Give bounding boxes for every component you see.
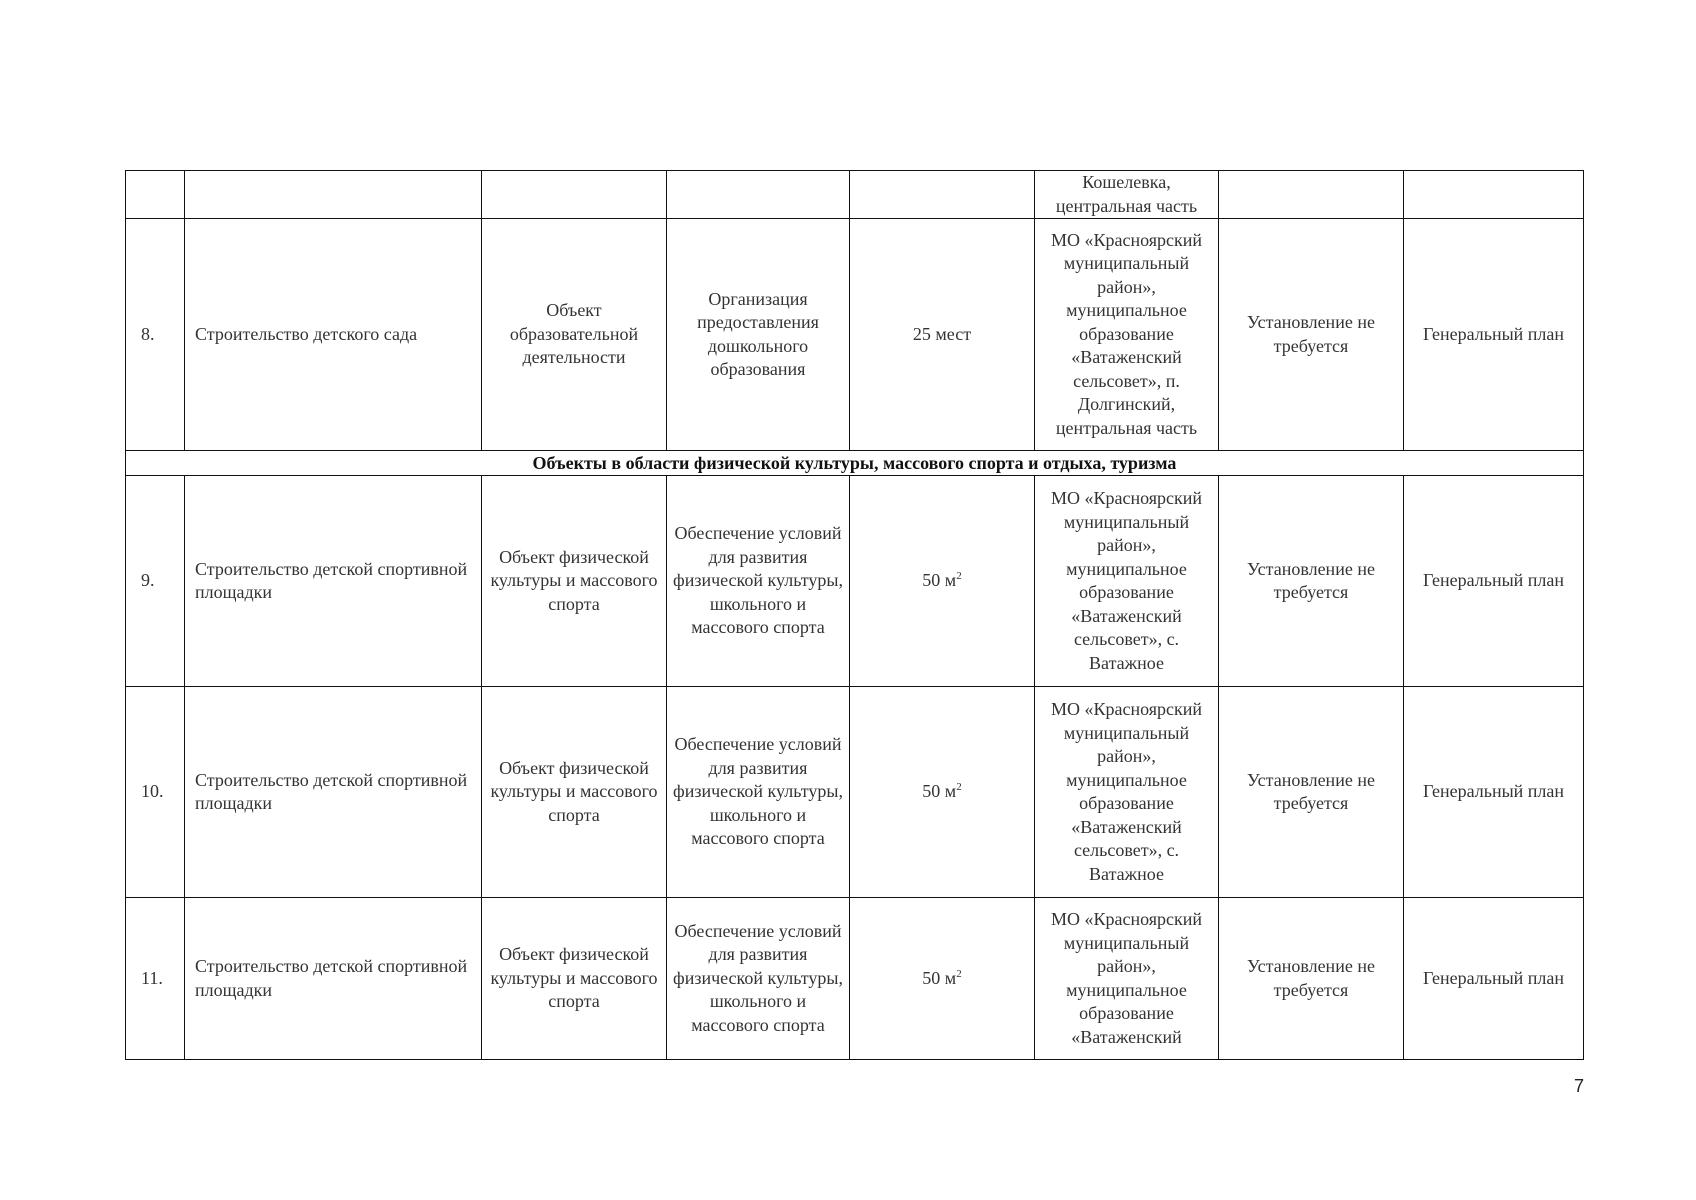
- row-purpose: Обеспечение условий для развития физической культуры, школьного и массового спорта: [667, 476, 850, 687]
- row-number: 11.: [126, 898, 185, 1060]
- table-row-continuation: [126, 171, 1584, 219]
- row-document: Генеральный план: [1404, 476, 1584, 687]
- row-name: Строительство детской спортивной площадки: [185, 898, 482, 1060]
- row-document: Генеральный план: [1404, 687, 1584, 898]
- row-document: Генеральный план: [1404, 898, 1584, 1060]
- row-location: МО «Красноярский муниципальный район», муниципальное образование «Ватаженский сельсовет», с. Ватажное: [1035, 476, 1219, 687]
- row-zone: Установление не требуется: [1219, 476, 1404, 687]
- row-number: 8.: [126, 219, 185, 451]
- row-name: Строительство детской спортивной площадки: [185, 476, 482, 687]
- row-number: 10.: [126, 687, 185, 898]
- table-row: [126, 219, 1584, 451]
- section-header-row: [126, 451, 1584, 476]
- table-row: [126, 898, 1584, 1060]
- capacity-value: 50 м: [922, 967, 957, 988]
- location-text: Кошелевка, центральная часть: [1055, 172, 1198, 216]
- number-cell: [126, 171, 185, 219]
- row-zone: Установление не требуется: [1219, 687, 1404, 898]
- row-object-type: Объект физической культуры и массового спорта: [482, 476, 667, 687]
- purpose-cell: [667, 171, 850, 219]
- page-number: 7: [1573, 1076, 1584, 1096]
- row-purpose: Обеспечение условий для развития физической культуры, школьного и массового спорта: [667, 898, 850, 1060]
- row-zone: Установление не требуется: [1219, 219, 1404, 451]
- row-object-type: Объект физической культуры и массового спорта: [482, 898, 667, 1060]
- row-purpose: Организация предоставления дошкольного образования: [667, 219, 850, 451]
- section-title: Объекты в области физической культуры, массового спорта и отдыха, туризма: [126, 451, 1584, 476]
- document-cell: [1404, 171, 1584, 219]
- row-location: МО «Красноярский муниципальный район», муниципальное образование «Ватаженский сельсовет», п. Долгинский, центральная часть: [1035, 219, 1219, 451]
- row-zone: Установление не требуется: [1219, 898, 1404, 1060]
- table-row: [126, 476, 1584, 687]
- capacity-cell: [850, 171, 1035, 219]
- capacity-value: 50 м: [922, 570, 957, 591]
- zone-cell: [1219, 171, 1404, 219]
- row-capacity: [850, 898, 1035, 1060]
- location-cell: [1035, 171, 1219, 219]
- capacity-unit-exponent: 2: [956, 570, 962, 583]
- row-capacity: [850, 687, 1035, 898]
- row-name: Строительство детского сада: [185, 219, 482, 451]
- row-name: Строительство детской спортивной площадки: [185, 687, 482, 898]
- row-capacity: 25 мест: [850, 219, 1035, 451]
- row-purpose: Обеспечение условий для развития физической культуры, школьного и массового спорта: [667, 687, 850, 898]
- row-object-type: Объект образовательной деятельности: [482, 219, 667, 451]
- row-location: МО «Красноярский муниципальный район», муниципальное образование «Ватаженский сельсовет», с. Ватажное: [1035, 687, 1219, 898]
- object-type-cell: [482, 171, 667, 219]
- capacity-unit-exponent: 2: [956, 967, 962, 980]
- row-object-type: Объект физической культуры и массового спорта: [482, 687, 667, 898]
- table-row: [126, 687, 1584, 898]
- capacity-unit-exponent: 2: [956, 781, 962, 794]
- row-capacity: [850, 476, 1035, 687]
- planning-table: [125, 170, 1584, 1060]
- row-location: МО «Красноярский муниципальный район», муниципальное образование «Ватаженский: [1035, 898, 1219, 1060]
- name-cell: [185, 171, 482, 219]
- capacity-value: 50 м: [922, 781, 957, 802]
- row-document: Генеральный план: [1404, 219, 1584, 451]
- row-number: 9.: [126, 476, 185, 687]
